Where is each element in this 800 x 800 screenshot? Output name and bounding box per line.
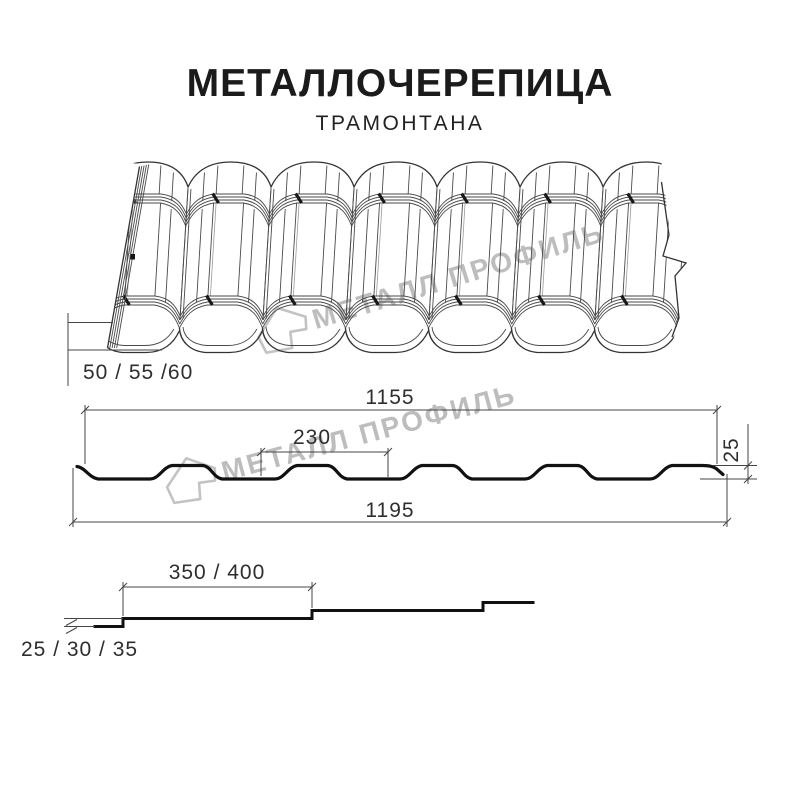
dimension-label-full-width: 1195 [365,499,415,522]
watermark-2 [161,372,521,507]
fastener-dot [131,254,136,260]
dimension-label-step-height: 25 / 30 / 35 [21,638,139,661]
dim-profile-height [700,424,757,484]
dimension-label-module-width: 230 [292,426,332,449]
tile-3d-view [0,150,800,362]
cross-section-view [69,386,757,527]
page-title: МЕТАЛЛОЧЕРЕПИЦА [186,62,614,105]
step-profile-view [21,561,533,661]
dim-full-width [69,468,731,527]
dimension-label-cover-width: 1155 [365,386,415,409]
dimension-label-step-length: 350 / 400 [168,561,266,584]
dim-step-length [119,561,316,616]
dimension-label-profile-height: 25 [720,437,743,463]
dimension-label-sheet-step: 50 / 55 /60 [83,361,194,384]
page-subtitle: ТРАМОНТАНА [315,112,485,135]
